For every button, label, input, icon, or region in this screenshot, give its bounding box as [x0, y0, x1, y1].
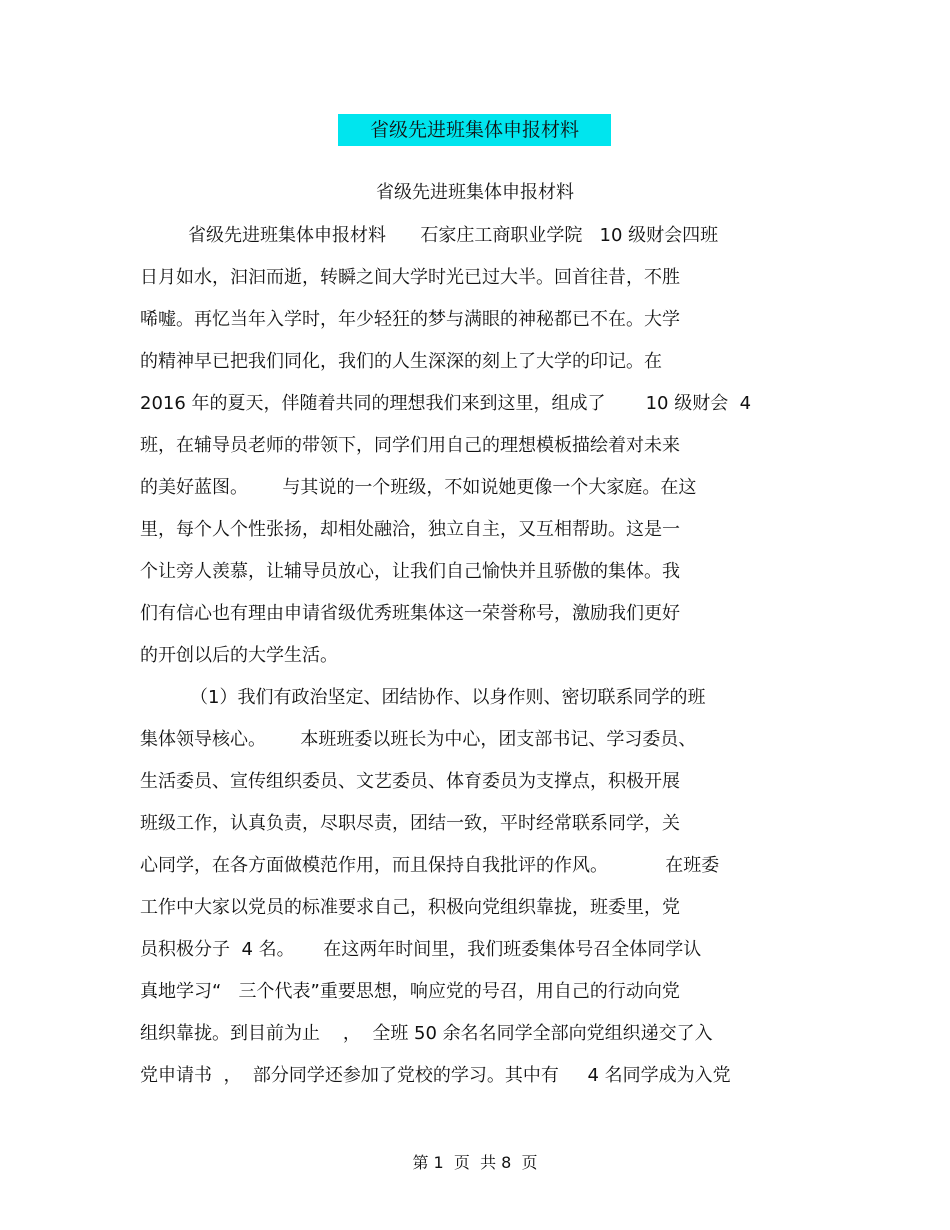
body-line: 唏嘘。再忆当年入学时，年少轻狂的梦与满眼的神秘都已不在。大学	[140, 309, 680, 330]
body-line: 党申请书 ， 部分同学还参加了党校的学习。其中有 4 名同学成为入党	[140, 1065, 731, 1086]
body-line: 2016 年的夏天，伴随着共同的理想我们来到这里，组成了 10 级财会 4	[140, 393, 752, 414]
body-line: 日月如水，汩汩而逝，转瞬之间大学时光已过大半。回首往昔，不胜	[140, 267, 680, 288]
body-line: 的开创以后的大学生活。	[140, 645, 338, 666]
body-line: 心同学，在各方面做模范作用，而且保持自我批评的作风。 在班委	[140, 855, 720, 876]
body-line: 集体领导核心。 本班班委以班长为中心，团支部书记、学习委员、	[140, 729, 697, 750]
body-line: （1）我们有政治坚定、团结协作、以身作则、密切联系同学的班	[190, 687, 706, 708]
subtitle: 省级先进班集体申报材料	[376, 182, 574, 203]
body-line: 组织靠拢。到目前为止 ， 全班 50 余名名同学全部向党组织递交了入	[140, 1023, 713, 1044]
body-line: 真地学习“ 三个代表”重要思想，响应党的号召，用自己的行动向党	[140, 981, 680, 1002]
body-line: 里，每个人个性张扬，却相处融洽，独立自主，又互相帮助。这是一	[140, 519, 680, 540]
body-line: 班，在辅导员老师的带领下，同学们用自己的理想模板描绘着对未来	[140, 435, 680, 456]
body-line: 个让旁人羡慕，让辅导员放心，让我们自己愉快并且骄傲的集体。我	[140, 561, 680, 582]
body-line: 的精神早已把我们同化，我们的人生深深的刻上了大学的印记。在	[140, 351, 662, 372]
body-line: 班级工作，认真负责，尽职尽责，团结一致，平时经常联系同学，关	[140, 813, 680, 834]
highlighted-title: 省级先进班集体申报材料	[338, 114, 611, 146]
body-line: 的美好蓝图。 与其说的一个班级，不如说她更像一个大家庭。在这	[140, 477, 697, 498]
body-line: 工作中大家以党员的标准要求自己，积极向党组织靠拢，班委里，党	[140, 897, 680, 918]
body-line: 员积极分子 4 名。 在这两年时间里，我们班委集体号召全体同学认	[140, 939, 702, 960]
body-line: 们有信心也有理由申请省级优秀班集体这一荣誉称号，激励我们更好	[140, 603, 680, 624]
body-line: 省级先进班集体申报材料 石家庄工商职业学院 10 级财会四班	[188, 225, 719, 246]
body-line: 生活委员、宣传组织委员、文艺委员、体育委员为支撑点，积极开展	[140, 771, 680, 792]
page-footer: 第 1 页 共 8 页	[412, 1153, 538, 1172]
